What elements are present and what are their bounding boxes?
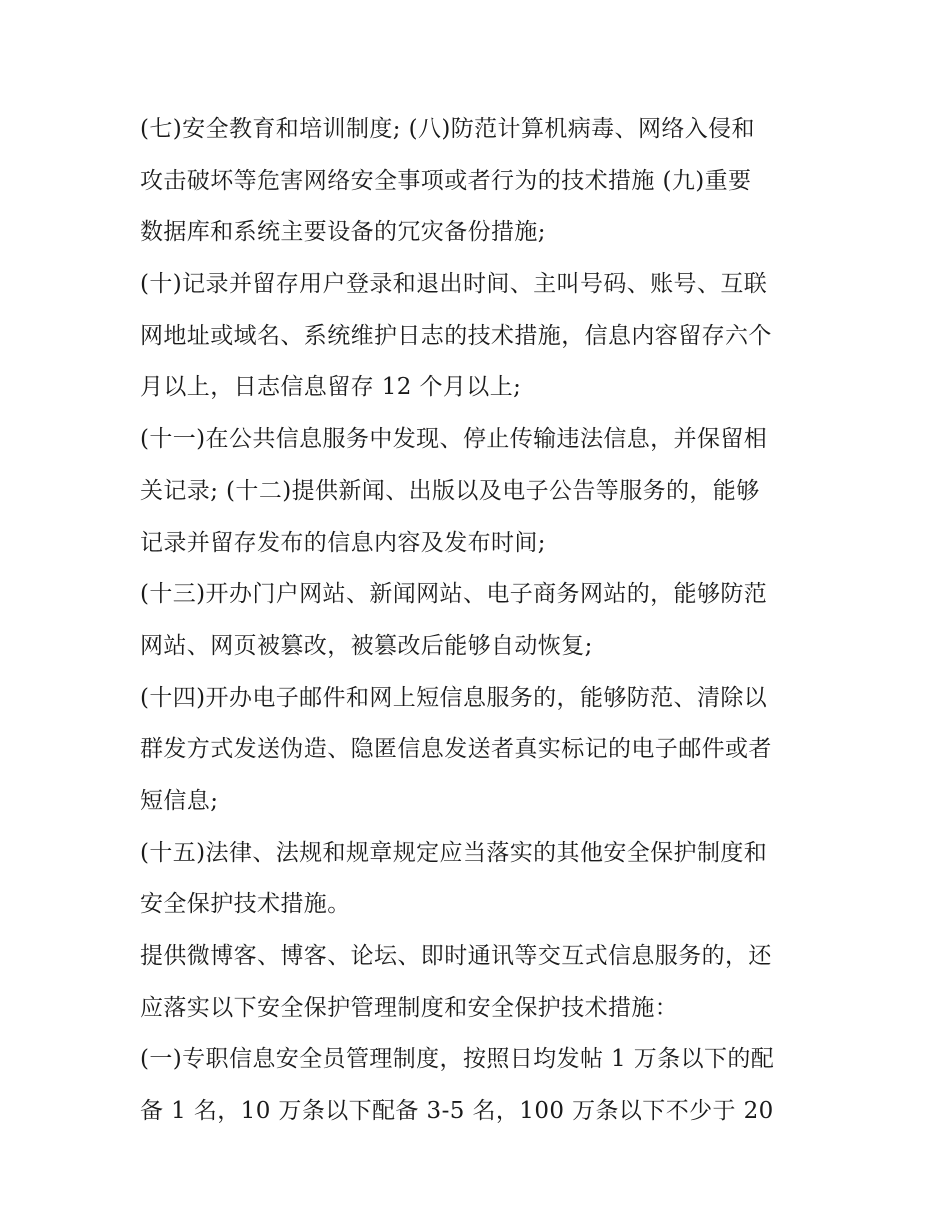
text-line: 群发方式发送伪造、隐匿信息发送者真实标记的电子邮件或者 xyxy=(140,736,772,763)
text-line: 网站、网页被篡改，被篡改后能够自动恢复; xyxy=(140,632,593,659)
text-line: (十三)开办门户网站、新闻网站、电子商务网站的，能够防范 xyxy=(140,581,768,608)
text-line: 攻击破坏等危害网络安全事项或者行为的技术措施 (九)重要 xyxy=(140,167,752,194)
text-line: 应落实以下安全保护管理制度和安全保护技术措施： xyxy=(140,994,679,1021)
text-line: (十)记录并留存用户登录和退出时间、主叫号码、账号、互联 xyxy=(140,271,768,298)
text-line: 提供微博客、博客、论坛、即时通讯等交互式信息服务的，还 xyxy=(140,943,772,969)
document-body xyxy=(140,112,820,1146)
text-line: (十四)开办电子邮件和网上短信息服务的，能够防范、清除以 xyxy=(140,684,768,711)
text-line: 网地址或域名、系统维护日志的技术措施，信息内容留存六个 xyxy=(140,322,772,349)
text-line: 数据库和系统主要设备的冗灾备份措施; xyxy=(140,219,546,246)
text-line: (十一)在公共信息服务中发现、停止传输违法信息，并保留相 xyxy=(140,426,768,453)
text-line: 短信息; xyxy=(140,787,219,814)
text-line: (一)专职信息安全员管理制度，按照日均发帖 1 万条以下的配 xyxy=(140,1046,775,1073)
text-line: (十五)法律、法规和规章规定应当落实的其他安全保护制度和 xyxy=(140,839,768,866)
text-line: 安全保护技术措施。 xyxy=(140,891,351,918)
text-line: 月以上，日志信息留存 12 个月以上; xyxy=(140,374,522,401)
text-line: (七)安全教育和培训制度; (八)防范计算机病毒、网络入侵和 xyxy=(140,116,755,142)
text-line: 备 1 名，10 万条以下配备 3-5 名，100 万条以下不少于 20 xyxy=(140,1098,774,1125)
text-line: 记录并留存发布的信息内容及发布时间; xyxy=(140,529,546,556)
text-line: 关记录; (十二)提供新闻、出版以及电子公告等服务的，能够 xyxy=(140,477,760,504)
